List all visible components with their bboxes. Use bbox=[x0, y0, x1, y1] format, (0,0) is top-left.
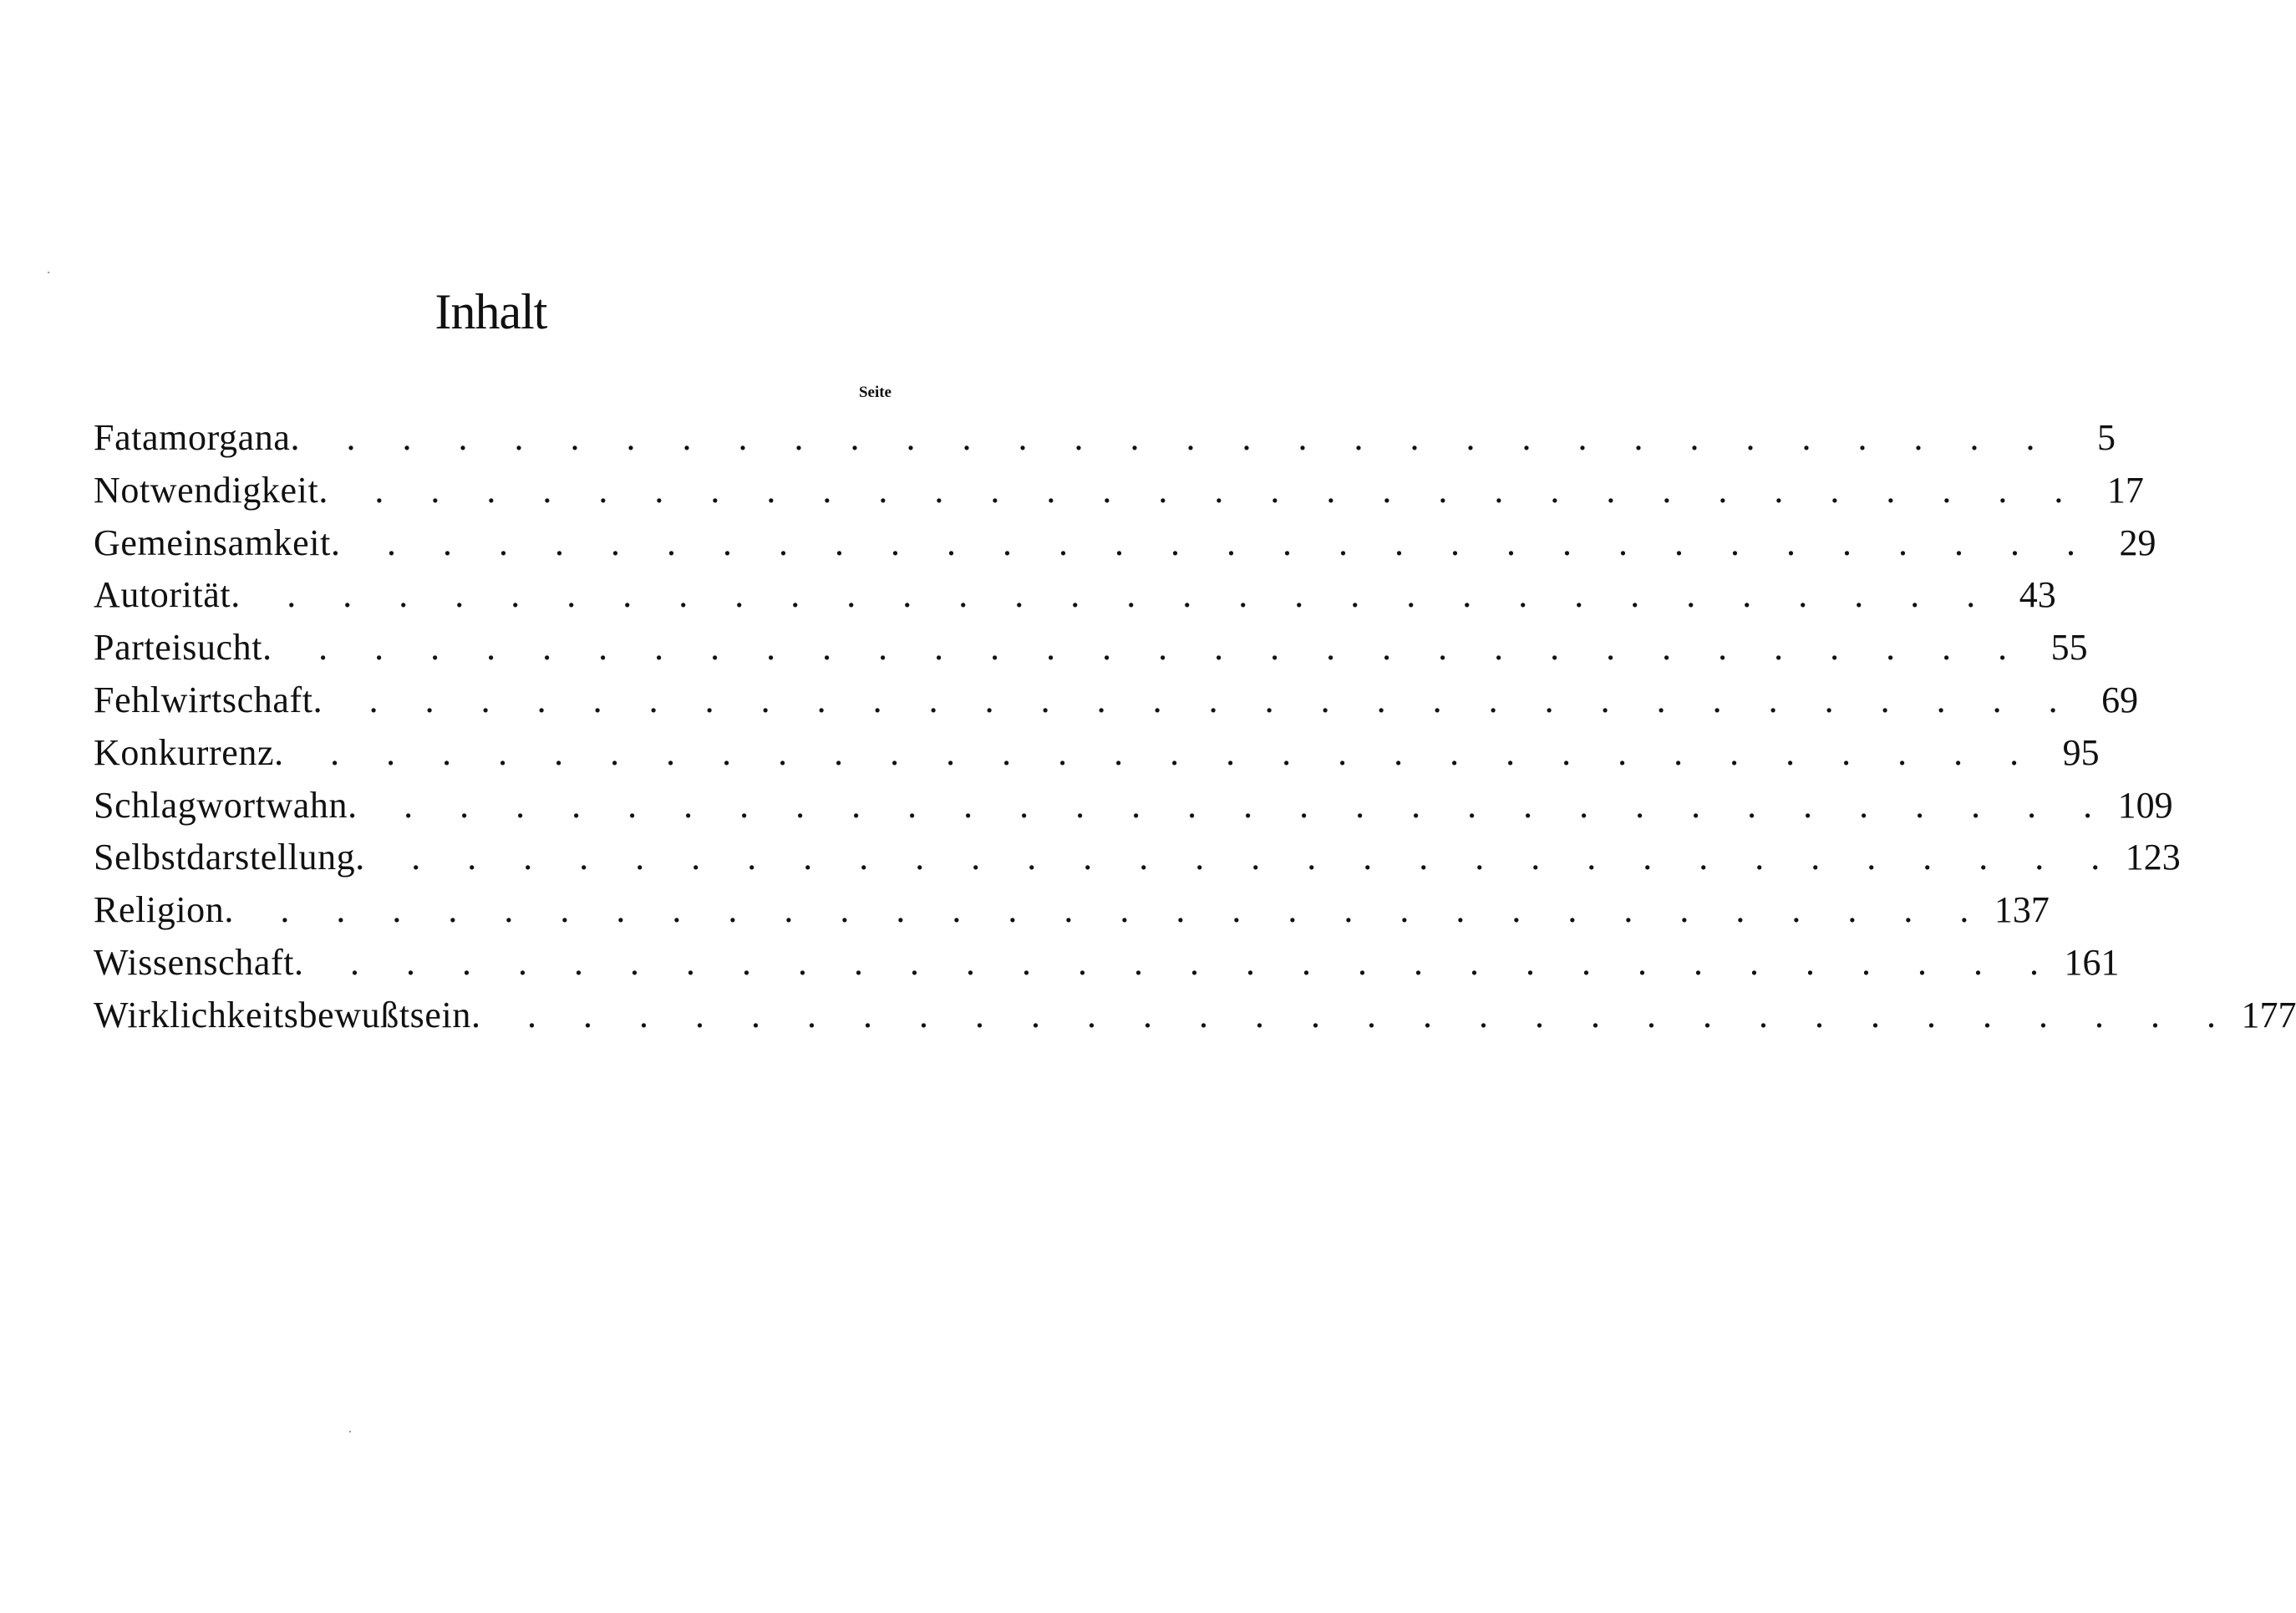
toc-entry bbox=[94, 990, 2296, 1042]
toc-entry-title: Notwendigkeit bbox=[94, 469, 319, 511]
toc-dot-leader: . . . . . . . . . . . . . . . . . . . . . . . . . . . . . . . . bbox=[330, 522, 2095, 563]
toc-entry-title: Wirklichkeitsbewußtsein bbox=[94, 994, 471, 1035]
toc-entry-title: Wissenschaft bbox=[94, 941, 295, 983]
toc-entry bbox=[94, 569, 2056, 622]
toc-entry-title: Konkurrenz bbox=[94, 731, 275, 773]
toc-dot-leader: . . . . . . . . . . . . . . . . . . . . . . . . . . . . . . . . bbox=[224, 889, 1988, 931]
toc-entry-page: 161 bbox=[2064, 941, 2120, 983]
toc-dot-leader: . . . . . . . . . . . . . . . . . . . . . . . . . . . . . . . . bbox=[274, 731, 2038, 773]
toc-entry-title: Fatamorgana bbox=[94, 417, 291, 458]
toc-dot-leader: . . . . . . . . . . . . . . . . . . . . . . . . . . . . . . . . bbox=[318, 469, 2082, 511]
scan-speck bbox=[349, 1431, 351, 1432]
toc-entry bbox=[94, 727, 2100, 780]
scan-speck bbox=[48, 272, 49, 273]
toc-entry-page: 55 bbox=[2050, 627, 2088, 669]
toc-entry-title: Schlagwortwahn bbox=[94, 784, 348, 826]
toc-dot-leader: . . . . . . . . . . . . . . . . . . . . . . . . . . . . . . . . bbox=[312, 679, 2077, 720]
page-column-label: Seite bbox=[858, 384, 891, 401]
toc-entry-title: Autorität bbox=[94, 574, 231, 616]
toc-dot-leader: . . . . . . . . . . . . . . . . . . . . . . . . . . . . . . . . bbox=[348, 784, 2111, 826]
toc-entry-title: Selbstdarstellung bbox=[94, 837, 356, 878]
toc-entry-title: Religion bbox=[94, 889, 225, 931]
toc-entry-page: 17 bbox=[2106, 469, 2144, 511]
toc-entry bbox=[94, 674, 2139, 727]
toc-entry bbox=[94, 622, 2088, 674]
toc-entry bbox=[94, 412, 2116, 465]
toc-entry-title: Gemeinsamkeit bbox=[94, 522, 331, 563]
toc-entry-page: 95 bbox=[2062, 731, 2100, 773]
toc-entry-page: 5 bbox=[2097, 417, 2116, 458]
toc-entry-page: 29 bbox=[2119, 522, 2156, 563]
toc-dot-leader: . . . . . . . . . . . . . . . . . . . . . . . . . . . . . . . . bbox=[231, 574, 1994, 616]
toc-entry-page: 123 bbox=[2125, 837, 2181, 878]
toc-entry bbox=[94, 465, 2144, 517]
toc-entry bbox=[94, 884, 2050, 937]
toc-entry-title: Fehlwirtschaft bbox=[94, 679, 313, 720]
toc-dot-leader: . . . . . . . . . . . . . . . . . . . . . . . . . . . . . . . . bbox=[290, 417, 2054, 458]
toc-dot-leader: . . . . . . . . . . . . . . . . . . . . . . . . . . . . . . . . bbox=[355, 837, 2119, 878]
toc-dot-leader: . . . . . . . . . . . . . . . . . . . . . . . . . . . . . . . . bbox=[294, 941, 2058, 983]
toc-entry-title: Parteisucht bbox=[94, 627, 263, 669]
table-of-contents bbox=[94, 412, 2296, 1042]
toc-entry bbox=[94, 517, 2156, 570]
toc-dot-leader: . . . . . . . . . . . . . . . . . . . . . . . . . . . . . . . . bbox=[470, 994, 2235, 1035]
toc-entry bbox=[94, 937, 2120, 990]
toc-entry-page: 43 bbox=[2019, 574, 2056, 616]
toc-dot-leader: . . . . . . . . . . . . . . . . . . . . . . . . . . . . . . . . bbox=[262, 627, 2026, 669]
toc-entry bbox=[94, 832, 2181, 884]
toc-entry bbox=[94, 780, 2173, 832]
toc-entry-page: 177 bbox=[2241, 994, 2296, 1035]
page-title: Inhalt bbox=[434, 284, 547, 339]
toc-entry-page: 137 bbox=[1994, 889, 2050, 931]
toc-entry-page: 69 bbox=[2101, 679, 2139, 720]
toc-entry-page: 109 bbox=[2117, 784, 2173, 826]
